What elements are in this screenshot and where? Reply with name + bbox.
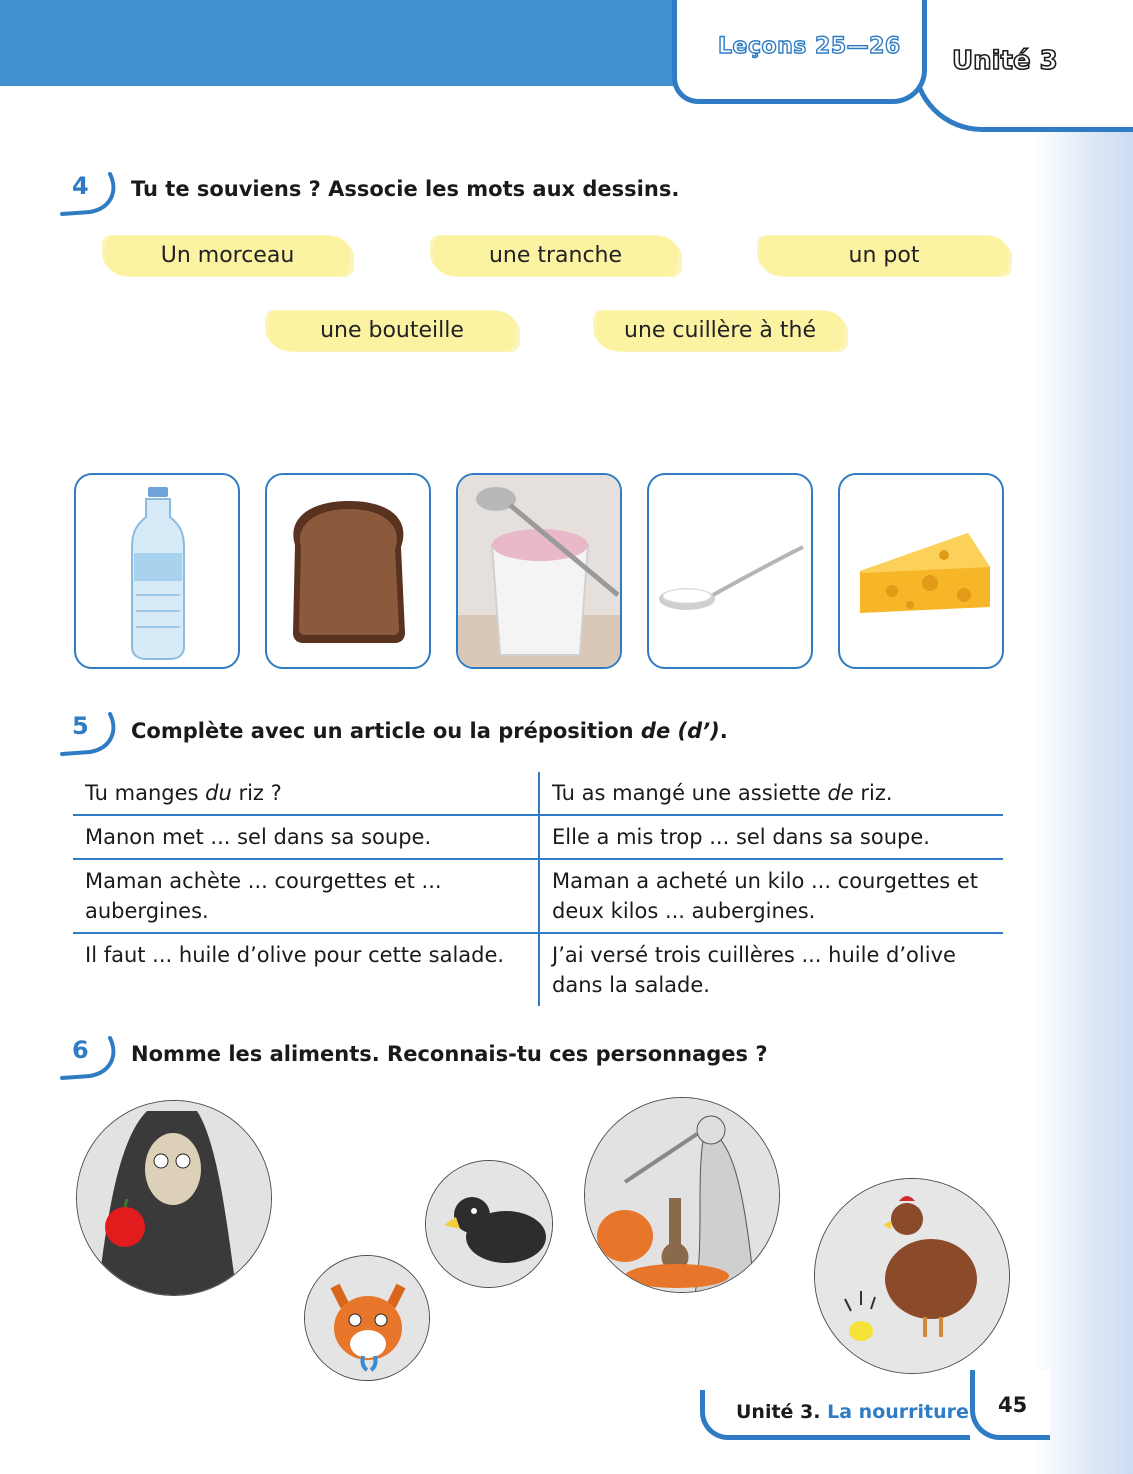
footer-chapter: Unité 3. La nourriture — [736, 1401, 969, 1423]
bread-slice-image[interactable] — [265, 473, 431, 669]
table-row — [73, 816, 1003, 860]
lessons-label: Leçons 25—26 — [718, 34, 901, 59]
page-margin-band — [1033, 130, 1133, 1474]
table-cell[interactable]: Maman achète ... courgettes et ... aubergines. — [85, 869, 442, 923]
table-cell[interactable]: Maman a acheté un kilo ... courgettes et deux kilos ... aubergines. — [538, 860, 1003, 932]
table-cell[interactable]: Elle a mis trop ... sel dans sa soupe. — [538, 816, 1003, 858]
cheese-piece-image[interactable] — [838, 473, 1004, 669]
word-bouteille[interactable]: une bouteille — [268, 311, 516, 351]
hen-golden-egg-image[interactable] — [814, 1178, 1010, 1374]
table-cell[interactable]: Manon met ... sel dans sa soupe. — [85, 825, 432, 849]
table-row — [73, 860, 1003, 934]
word-cuillere-a-the[interactable]: une cuillère à thé — [596, 311, 844, 351]
header-band — [0, 0, 680, 86]
teaspoon-sugar-image[interactable] — [647, 473, 813, 669]
fox-crane-image[interactable] — [584, 1097, 780, 1293]
page-number: 45 — [998, 1393, 1028, 1417]
word-morceau[interactable]: Un morceau — [105, 236, 350, 276]
exercise-4-title: Tu te souviens ? Associe les mots aux dessins. — [131, 177, 680, 201]
unit-label: Unité 3 — [952, 46, 1058, 76]
yogurt-pot-image[interactable] — [456, 473, 622, 669]
water-bottle-image[interactable] — [74, 473, 240, 669]
exercise-4-number: 4 — [58, 170, 118, 214]
table-cell[interactable]: Il faut ... huile d’olive pour cette salade. — [85, 943, 505, 967]
exercise-6-title: Nomme les aliments. Reconnais-tu ces personnages ? — [131, 1042, 768, 1066]
exercise-5-number: 5 — [58, 710, 118, 754]
table-row — [73, 772, 1003, 816]
table-row — [73, 934, 1003, 1006]
crying-fox-image[interactable] — [304, 1255, 430, 1381]
table-cell: Tu manges du riz ? — [85, 781, 282, 805]
word-pot[interactable]: un pot — [760, 236, 1008, 276]
word-tranche[interactable]: une tranche — [433, 236, 678, 276]
table-cell[interactable]: J’ai versé trois cuillères ... huile d’olive dans la salade. — [538, 934, 1003, 1006]
exercise-5-table — [73, 772, 1003, 1006]
exercise-6-number: 6 — [58, 1034, 118, 1078]
table-cell: Tu as mangé une assiette de riz. — [538, 772, 1003, 814]
crow-cheese-image[interactable] — [425, 1160, 553, 1288]
witch-apple-image[interactable] — [76, 1100, 272, 1296]
exercise-5-title: Complète avec un article ou la préposition de (d’). — [131, 719, 728, 743]
